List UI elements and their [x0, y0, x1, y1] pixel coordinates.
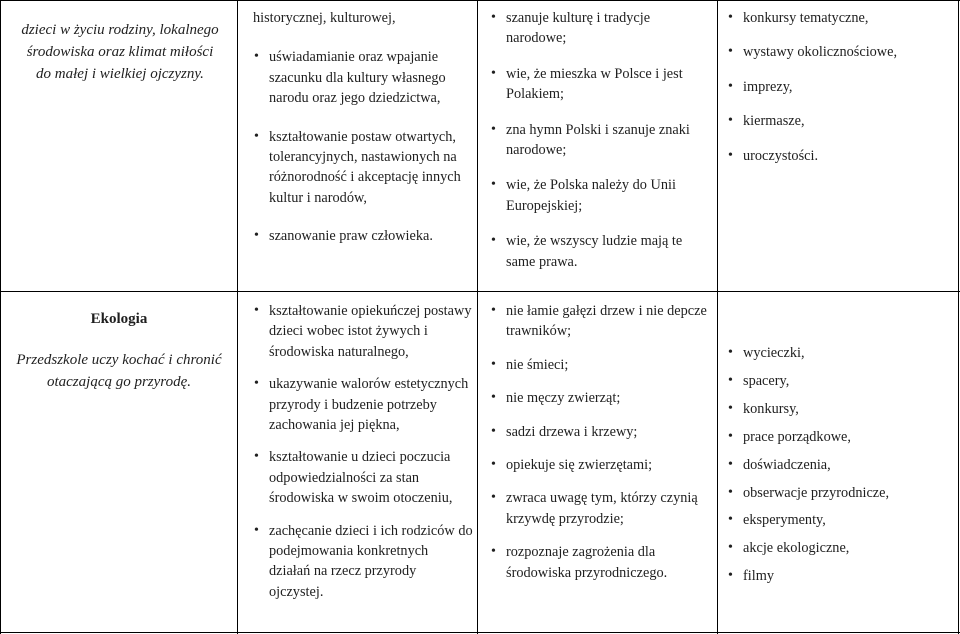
- row2-topic-description: Przedszkole uczy kochać i chronić otaczającą go przyrodę.: [16, 352, 222, 390]
- row1-goals-list: [253, 47, 468, 246]
- row2-goals-cell: [253, 301, 473, 602]
- list-item: • wycieczki,: [727, 343, 955, 363]
- list-item: • zna hymn Polski i szanuje znaki narodowe;: [490, 120, 712, 161]
- table-border-left: [0, 0, 1, 634]
- list-item: • prace porządkowe,: [727, 427, 955, 447]
- list-item: • zachęcanie dzieci i ich rodziców do podejmowania konkretnych działań na rzecz przyrody ojczystej.: [253, 521, 473, 603]
- table-border-right: [958, 0, 959, 634]
- list-item: • kształtowanie u dzieci poczucia odpowiedzialności za stan środowiska w swoim otoczeniu,: [253, 447, 473, 508]
- list-item: • wie, że wszyscy ludzie mają te same prawa.: [490, 231, 712, 272]
- list-item: • rozpoznaje zagrożenia dla środowiska przyrodniczego.: [490, 542, 712, 583]
- list-item: • nie męczy zwierząt;: [490, 388, 712, 408]
- row2-activities-cell: [727, 343, 955, 587]
- column-divider-1: [237, 0, 238, 634]
- list-item: • nie śmieci;: [490, 355, 712, 375]
- list-item: • wie, że mieszka w Polsce i jest Polakiem;: [490, 64, 712, 105]
- list-item: • szanuje kulturę i tradycje narodowe;: [490, 8, 712, 49]
- list-item: • kształtowanie postaw otwartych, tolerancyjnych, nastawionych na różnorodność i akceptację innych kultur i narodów,: [253, 127, 468, 209]
- list-item: • konkursy tematyczne,: [727, 8, 955, 28]
- list-item: • nie łamie gałęzi drzew i nie depcze trawników;: [490, 301, 712, 342]
- column-divider-2: [477, 0, 478, 634]
- table-border-top: [0, 0, 960, 1]
- row1-goals-cell: [253, 8, 468, 247]
- row1-topic-cell: [18, 19, 222, 85]
- list-item: • kiermasze,: [727, 111, 955, 131]
- list-item: • szanowanie praw człowieka.: [253, 226, 468, 246]
- list-item: • uroczystości.: [727, 146, 955, 166]
- row2-outcomes-cell: [490, 301, 712, 583]
- row1-topic-description: dzieci w życiu rodziny, lokalnego środowiska oraz klimat miłości do małej i wielkiej ojczyzny.: [21, 22, 219, 82]
- row-divider: [0, 291, 960, 292]
- row2-outcomes-list: [490, 301, 712, 583]
- list-item: • wystawy okolicznościowe,: [727, 42, 955, 62]
- list-item: • akcje ekologiczne,: [727, 538, 955, 558]
- row2-topic-title: Ekologia: [90, 311, 148, 327]
- table-border-bottom: [0, 632, 960, 633]
- list-item: • filmy: [727, 566, 955, 586]
- list-item: • wie, że Polska należy do Unii Europejskiej;: [490, 175, 712, 216]
- row2-activities-list: [727, 343, 955, 587]
- list-item: • obserwacje przyrodnicze,: [727, 483, 955, 503]
- row1-outcomes-list: [490, 8, 712, 272]
- column-divider-3: [717, 0, 718, 634]
- list-item: • konkursy,: [727, 399, 955, 419]
- row1-goals-intro: historycznej, kulturowej,: [253, 10, 396, 26]
- list-item: • kształtowanie opiekuńczej postawy dzieci wobec istot żywych i środowiska naturalnego,: [253, 301, 473, 362]
- list-item: • spacery,: [727, 371, 955, 391]
- list-item: • doświadczenia,: [727, 455, 955, 475]
- row2-topic-cell: [8, 308, 230, 393]
- row2-goals-list: [253, 301, 473, 602]
- row1-activities-cell: [727, 8, 955, 166]
- list-item: • zwraca uwagę tym, którzy czynią krzywdę przyrodzie;: [490, 488, 712, 529]
- row1-activities-list: [727, 8, 955, 166]
- list-item: • uświadamianie oraz wpajanie szacunku dla kultury własnego narodu oraz jego dziedzictwa,: [253, 47, 468, 108]
- list-item: • opiekuje się zwierzętami;: [490, 455, 712, 475]
- list-item: • imprezy,: [727, 77, 955, 97]
- list-item: • sadzi drzewa i krzewy;: [490, 422, 712, 442]
- row1-outcomes-cell: [490, 8, 712, 272]
- list-item: • eksperymenty,: [727, 510, 955, 530]
- list-item: • ukazywanie walorów estetycznych przyrody i budzenie potrzeby zachowania jej piękna,: [253, 374, 473, 435]
